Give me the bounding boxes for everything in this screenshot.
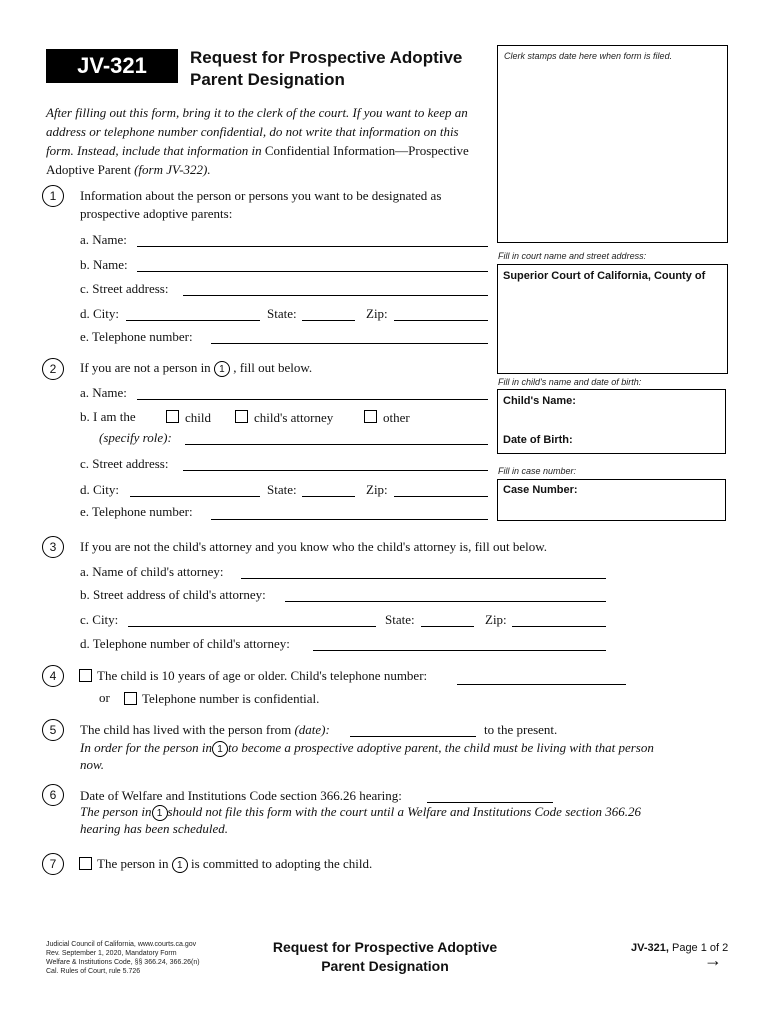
s6-note-post: should not file this form with the court until a Welfare and Institutions Code section 366.26 [167,804,642,819]
s2-state-label: State: [267,482,297,497]
s1-phone-label: e. Telephone number: [80,329,193,344]
s2-phone-label: e. Telephone number: [80,504,193,519]
form-number: JV-321 [46,49,178,83]
s3-phone-label: d. Telephone number of child's attorney: [80,636,290,651]
s6-note-line2: hearing has been scheduled. [80,821,229,836]
s3-phone-field[interactable] [313,650,606,651]
instructions-text: After filling out this form, bring it to the clerk of the court. If you want to keep an address or telephone number confidential, do not write that information on this form. Instead, include that information in [46,105,468,158]
s2-specify-label: (specify role): [99,430,172,445]
court-hint: Fill in court name and street address: [498,251,647,261]
s1-text-line1: Information about the person or persons you want to be designated as [80,188,442,203]
section-2-number: 2 [42,358,64,380]
s2-child-checkbox[interactable] [166,410,179,423]
s7-text-pre: The person in [97,856,169,871]
s5-note-post: to become a prospective adoptive parent, the child must be living with that person [228,740,654,755]
s2-phone-field[interactable] [211,519,488,520]
s4-text: The child is 10 years of age or older. Child's telephone number: [97,668,428,683]
s6-note-pre: The person in [80,804,152,819]
s4-phone-field[interactable] [457,684,626,685]
s4-confidential-label: Telephone number is confidential. [142,691,320,706]
s1-name-b-field[interactable] [137,271,488,272]
s3-city-label: c. City: [80,612,119,627]
title-line1: Request for Prospective Adoptive [190,48,463,67]
section-5-number: 5 [42,719,64,741]
s3-street-label: b. Street address of child's attorney: [80,587,266,602]
section-6-number: 6 [42,784,64,806]
s2-other-label: other [383,410,410,425]
s6-ref-circle: 1 [152,805,168,821]
s3-street-field[interactable] [285,601,606,602]
s2-city-label: d. City: [80,482,120,497]
instructions-form-ref: (form JV-322). [130,162,211,177]
s5-note-pre: In order for the person in [80,740,213,755]
s3-zip-label: Zip: [485,612,507,627]
s6-hearing-date-field[interactable] [427,802,553,803]
s5-date-label: (date): [294,722,330,737]
s2-role-label: b. I am the [80,409,136,424]
s2-intro [80,360,312,377]
s3-attorney-name-field[interactable] [241,578,606,579]
form-title [190,47,462,91]
confidential-form-name: Confidential Information—Prospective Adoptive Parent [46,143,469,177]
s2-name-label: a. Name: [80,385,127,400]
s1-state-field[interactable] [302,320,355,321]
case-number-label: Case Number: [503,484,578,496]
s7-text [97,856,372,873]
s1-zip-label: Zip: [366,306,388,321]
s2-specify-field[interactable] [185,444,488,445]
s2-street-label: c. Street address: [80,456,169,471]
s5-text: The child has lived with the person from [80,722,292,737]
s3-intro: If you are not the child's attorney and you know who the child's attorney is, fill out below. [80,539,548,554]
footer-line2: Rev. September 1, 2020, Mandatory Form [46,950,177,957]
s1-state-label: State: [267,306,297,321]
s3-attorney-name-label: a. Name of child's attorney: [80,564,224,579]
s6-text: Date of Welfare and Institutions Code section 366.26 hearing: [80,788,402,803]
dob-label: Date of Birth: [503,434,573,446]
footer-title [250,938,520,976]
s4-age-checkbox[interactable] [79,669,92,682]
s2-ref-circle: 1 [214,361,230,377]
s2-child-label: child [185,410,211,425]
next-page-arrow-icon[interactable]: → [704,950,722,970]
child-info-box[interactable] [497,389,726,454]
s3-state-label: State: [385,612,415,627]
s5-note-line2: now. [80,757,104,772]
s6-note [80,804,641,821]
s1-city-label: d. City: [80,306,120,321]
s2-name-field[interactable] [137,399,488,400]
s5-date-field[interactable] [350,736,476,737]
s1-street-field[interactable] [183,295,488,296]
court-label: Superior Court of California, County of [503,270,706,282]
s3-city-field[interactable] [128,626,376,627]
s2-intro-post: , fill out below. [233,360,313,375]
s1-name-b-label: b. Name: [80,257,128,272]
s4-or: or [99,690,110,705]
s7-ref-circle: 1 [172,857,188,873]
s3-state-field[interactable] [421,626,474,627]
s7-text-post: is committed to adopting the child. [190,856,373,871]
section-1-number: 1 [42,185,64,207]
child-name-label: Child's Name: [503,395,576,407]
s1-name-a-label: a. Name: [80,232,127,247]
footer-page-number: Page 1 of 2 [671,942,729,954]
s1-phone-field[interactable] [211,343,488,344]
footer-line1: Judicial Council of California, www.courts.ca.gov [46,941,197,948]
case-number-box[interactable] [497,479,726,521]
s2-state-field[interactable] [302,496,355,497]
s3-zip-field[interactable] [512,626,606,627]
footer-title-line1: Request for Prospective Adoptive [272,939,498,955]
s1-name-a-field[interactable] [137,246,488,247]
section-4-number: 4 [42,665,64,687]
s1-text-line2: prospective adoptive parents: [80,206,233,221]
s1-street-label: c. Street address: [80,281,169,296]
child-hint: Fill in child's name and date of birth: [498,377,642,387]
footer-source [46,940,200,976]
footer-form-ref: JV-321, [631,942,669,954]
s1-zip-field[interactable] [394,320,488,321]
s2-city-field[interactable] [130,496,260,497]
clerk-stamp-box [497,45,728,243]
s2-street-field[interactable] [183,470,488,471]
instructions [46,103,486,179]
s2-other-checkbox[interactable] [364,410,377,423]
s4-confidential-checkbox[interactable] [124,692,137,705]
s5-text-pre [80,722,330,738]
footer-line4: Cal. Rules of Court, rule 5.726 [46,968,141,975]
case-hint: Fill in case number: [498,466,577,476]
s2-zip-label: Zip: [366,482,388,497]
s1-city-field[interactable] [126,320,260,321]
s2-attorney-checkbox[interactable] [235,410,248,423]
court-box[interactable] [497,264,728,374]
title-line2: Parent Designation [190,70,345,89]
s5-note [80,740,654,757]
s7-committed-checkbox[interactable] [79,857,92,870]
clerk-stamp-label: Clerk stamps date here when form is filed. [504,51,673,61]
s2-zip-field[interactable] [394,496,488,497]
section-7-number: 7 [42,853,64,875]
s5-ref-circle: 1 [212,741,228,757]
s5-text-post: to the present. [484,722,558,737]
footer-title-line2: Parent Designation [321,958,449,974]
footer-line3: Welfare & Institutions Code, §§ 366.24, 366.26(n) [46,959,200,966]
s2-intro-pre: If you are not a person in [80,360,211,375]
section-3-number: 3 [42,536,64,558]
s2-attorney-label: child's attorney [254,410,334,425]
